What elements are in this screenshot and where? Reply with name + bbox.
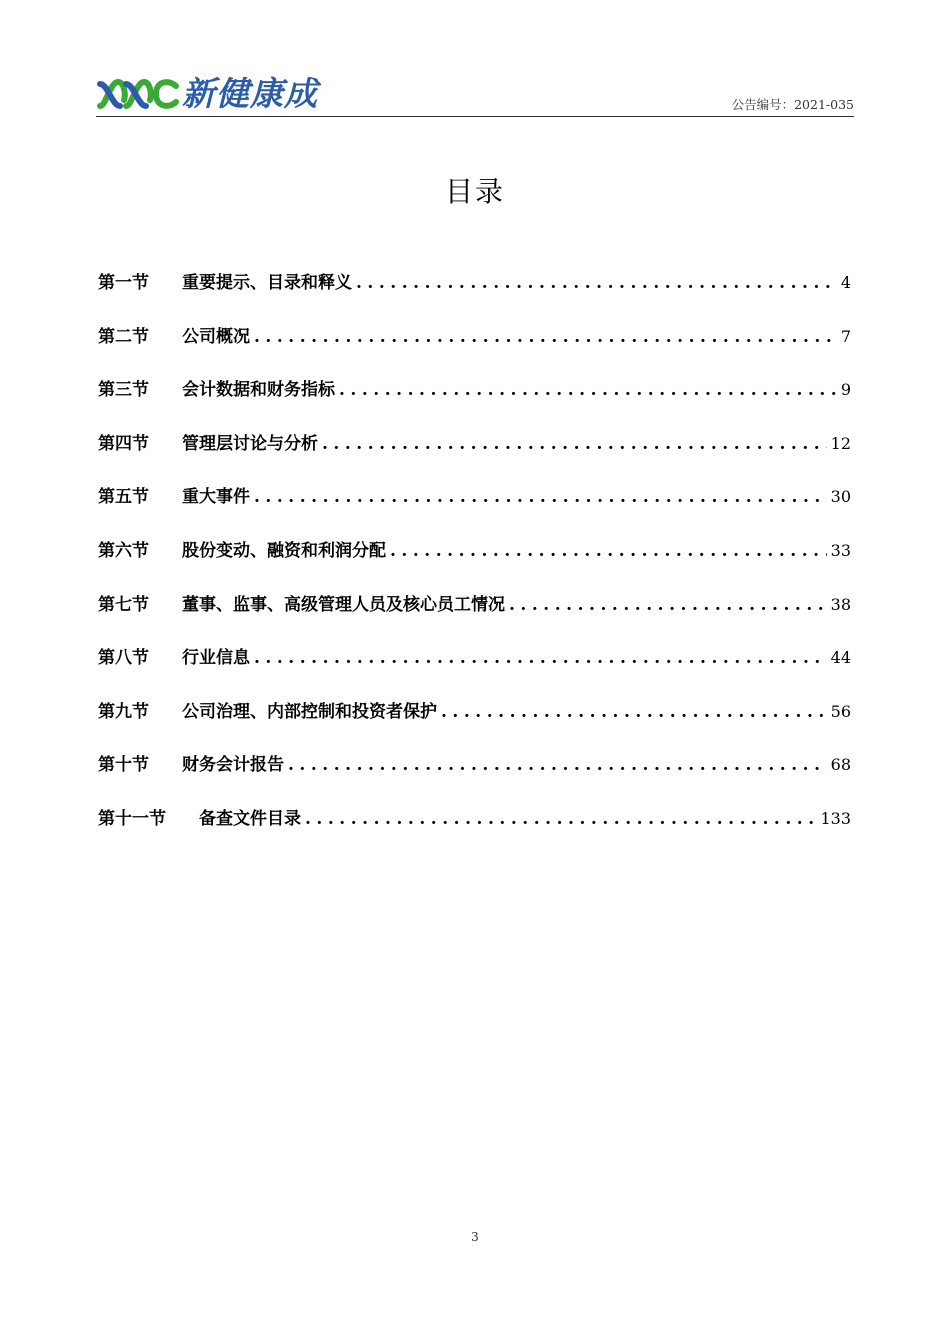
toc-entry[interactable] xyxy=(98,590,851,644)
company-logo xyxy=(96,74,318,114)
toc-page: 56 xyxy=(830,701,851,721)
toc-leader xyxy=(390,541,827,561)
toc-page: 9 xyxy=(840,380,851,400)
toc-section: 第五节 xyxy=(98,487,149,508)
toc-leader xyxy=(509,595,827,615)
toc-name: 股份变动、融资和利润分配 xyxy=(182,540,386,561)
toc-page: 68 xyxy=(830,755,851,775)
toc-entry[interactable] xyxy=(98,375,851,429)
toc-leader xyxy=(356,273,837,293)
toc-name: 公司治理、内部控制和投资者保护 xyxy=(182,701,437,722)
page-number: 3 xyxy=(471,1230,479,1244)
toc-section: 第一节 xyxy=(98,273,149,293)
table-of-contents xyxy=(98,268,851,858)
toc-section: 第四节 xyxy=(98,433,149,454)
toc-leader xyxy=(441,702,827,722)
toc-leader xyxy=(288,755,827,775)
toc-leader xyxy=(339,380,837,400)
toc-entry[interactable] xyxy=(98,536,851,590)
toc-section: 第十一节 xyxy=(98,808,166,829)
toc-entry[interactable] xyxy=(98,643,851,697)
toc-page: 44 xyxy=(830,648,851,668)
toc-page: 38 xyxy=(830,594,851,614)
logo-mark-icon xyxy=(96,76,180,112)
toc-entry[interactable] xyxy=(98,429,851,483)
toc-leader xyxy=(254,648,827,668)
toc-leader xyxy=(254,327,837,347)
toc-section: 第三节 xyxy=(98,380,149,401)
logo-text: 新健康成 xyxy=(182,74,318,113)
toc-name: 重要提示、目录和释义 xyxy=(182,273,352,293)
toc-entry[interactable] xyxy=(98,750,851,804)
toc-page: 4 xyxy=(840,273,851,292)
toc-page: 12 xyxy=(830,433,851,453)
toc-section: 第六节 xyxy=(98,540,149,561)
toc-leader xyxy=(254,487,827,507)
page-header xyxy=(96,72,854,117)
toc-leader xyxy=(305,809,816,829)
toc-name: 会计数据和财务指标 xyxy=(182,380,335,401)
toc-section: 第七节 xyxy=(98,594,149,615)
toc-name: 备查文件目录 xyxy=(199,808,301,829)
toc-entry[interactable] xyxy=(98,322,851,376)
toc-page: 33 xyxy=(830,540,851,560)
toc-name: 重大事件 xyxy=(182,487,250,508)
toc-page: 7 xyxy=(840,326,851,346)
toc-section: 第十节 xyxy=(98,755,149,776)
toc-name: 公司概况 xyxy=(182,326,250,347)
toc-name: 行业信息 xyxy=(182,648,250,669)
toc-name: 财务会计报告 xyxy=(182,755,284,776)
toc-name: 董事、监事、高级管理人员及核心员工情况 xyxy=(182,594,505,615)
toc-entry[interactable] xyxy=(98,804,851,858)
toc-name: 管理层讨论与分析 xyxy=(182,433,318,454)
toc-leader xyxy=(322,434,827,454)
toc-section: 第二节 xyxy=(98,326,149,347)
notice-number: 公告编号：2021-035 xyxy=(731,97,854,112)
toc-page: 30 xyxy=(830,487,851,507)
page-title: 目录 xyxy=(444,175,505,208)
toc-entry[interactable] xyxy=(98,697,851,751)
toc-section: 第八节 xyxy=(98,648,149,669)
toc-section: 第九节 xyxy=(98,701,149,722)
toc-entry[interactable] xyxy=(98,482,851,536)
toc-entry[interactable] xyxy=(98,268,851,322)
toc-page: 133 xyxy=(820,808,851,828)
